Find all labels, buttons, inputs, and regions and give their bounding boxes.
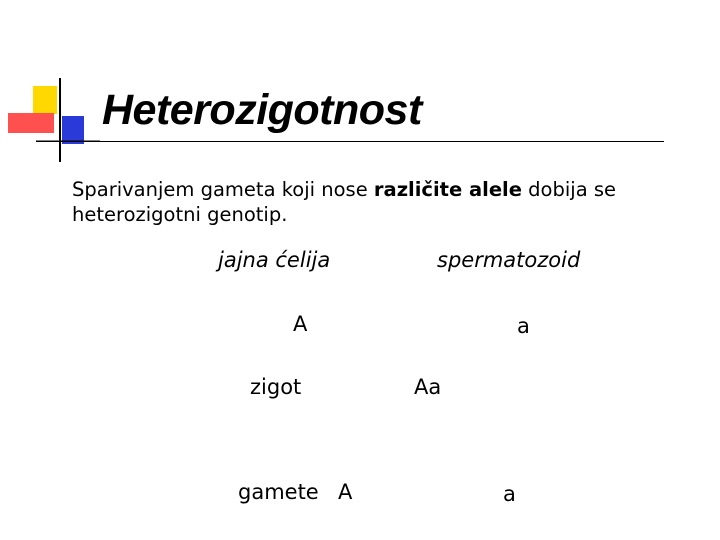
gamete-allele-1: A: [338, 480, 353, 504]
sperm-allele: a: [517, 314, 530, 338]
intro-text-part2: dobija se heterozigotni genotip.: [72, 178, 617, 226]
egg-cell-label: jajna ćelija: [218, 248, 331, 272]
sperm-cell-label: spermatozoid: [437, 248, 581, 272]
intro-text: [72, 177, 672, 227]
intro-text-part1: Sparivanjem gameta koji nose: [72, 178, 374, 201]
title-underline: [36, 141, 664, 142]
gametes-label: gamete: [238, 480, 319, 504]
zygote-genotype: Aa: [414, 375, 442, 399]
slide-title: Heterozigotnost: [102, 86, 422, 134]
egg-allele: A: [293, 312, 308, 336]
gamete-allele-2: a: [503, 482, 516, 506]
decoration-blue-square: [62, 116, 84, 144]
zygote-label: zigot: [250, 375, 302, 399]
decoration-yellow-square: [33, 86, 57, 114]
decoration-red-bar: [8, 113, 54, 133]
intro-text-bold: različite alele: [373, 178, 522, 201]
